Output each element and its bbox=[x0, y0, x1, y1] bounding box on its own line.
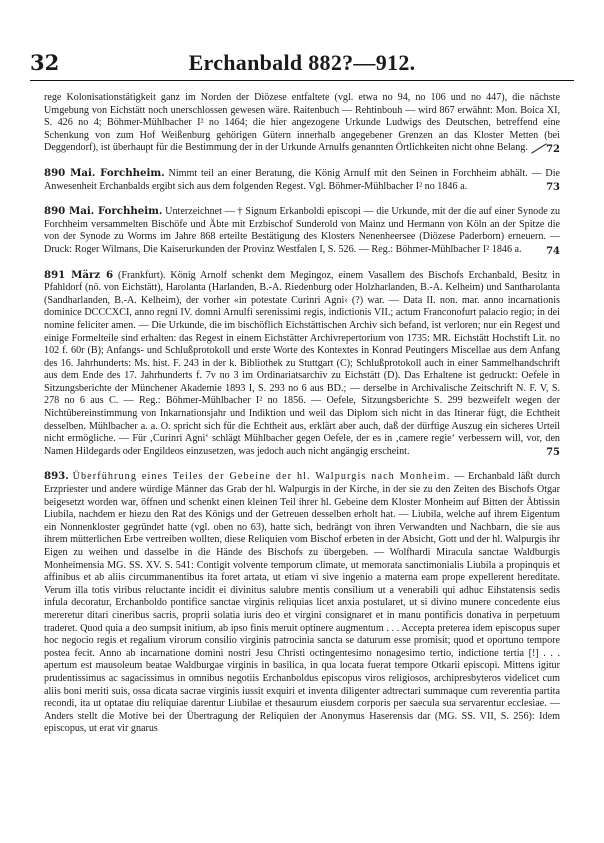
regest-entry-74 bbox=[44, 205, 560, 256]
regest-heading: 890 Mai. Forchheim. bbox=[44, 166, 165, 179]
regest-entry-73 bbox=[44, 167, 560, 193]
regest-entry-76 bbox=[44, 470, 560, 735]
page-number: 32 bbox=[30, 50, 60, 75]
running-head: Erchanbald 882?—912. bbox=[188, 50, 416, 75]
regest-entry-72 bbox=[44, 92, 560, 155]
regest-number: 72 bbox=[546, 143, 560, 155]
regest-number: 73 bbox=[546, 182, 560, 194]
regest-body: Nimmt teil an einer Beratung, die König Arnulf mit den Seinen in Forchheim abhält. — Die Anwesenheit Erchanbalds ergibt sich aus dem folgenden Regest. Vgl. Böhmer-Mühlbacher I² no 1846 a. bbox=[44, 167, 561, 192]
regest-number: 74 bbox=[546, 245, 560, 257]
regest-title: Überführung eines Teiles der Gebeine der hl. Walpurgis nach Monheim. bbox=[72, 471, 451, 483]
regest-number: 75 bbox=[546, 447, 560, 459]
regest-text bbox=[44, 205, 560, 256]
regest-heading: 890 Mai. Forchheim. bbox=[44, 205, 163, 218]
page-body bbox=[44, 92, 560, 835]
regest-body: — Erchanbald läßt durch Erzpriester und andere würdige Männer das Grab der hl. Walpurgis in der Kirche, in der sie zu den Zeiten des Bischofs Otgar beigesetzt worden war, öffnen und schenkt einen kleinen Teil ihrer hl. Gebeine dem Kloster Monheim auf Bitten der Äbtissin Liubila, nachdem er hiezu den Rat des Königs und der Getreuen desselben erholt hat. — Liubila, welche auf ihrem Eigentum ein Nonnenkloster gegründet hatte (vgl. oben no 63), hatte sich, bedrängt von ihren Verwandten und Nachbarn, die sie aus ihrem mütterlichen Erbe vertreiben wollten, diese Reliquien vom Bischof erbeten in der Absicht, Gott und der hl. Walpurgis ihr Eigen zu weihen und dasselbe in die Hände des Bischofs zu übergeben. — Wolfhardi Miracula sanctae Waldburgis Monheimensia MG. SS. XV. S. 541: Contigit volvente temporum climate, ut memorata sanctimonialis Liubila a propinquis et affinibus et ab aliis circummanentibus ita foret artata, ut etiam vi sive ingenio a materna eam prope expellerent hereditate. Verum illa totis viribus reluctante incidit ei divinitus salubre mentis consilium ut a venerabili qui adhuc Eihstatensis sedis infula decoratur, Erchanboldo pontifice sanctae virginis reliquias licet anxia postularet, ut si divino munere concedente eius mereretur ditari cineribus sacris, proprii solatia iuris deo et virgini consignaret et in manu pontificis donativa in perpetuum traderet. Quod quia a deo sumpsit initium, ab ipso finis meruit optinere augmentum . . . Accepta preterea idem episcopus super hoc negocio regis et regalium virorum consilio virginis patrocinia sancta se daturum esse promisit; quod et oportuno tempore postea fecit. Anno ab incarnatione domini nostri Jesu Christi octingentesimo nonagesimo tertio, indictione tertia [!] . . . apertum est mausoleum beatae Waldburgae virginis in basilica, in qua locata fuerat tempore Otkarii episcopi. Mittens igitur prudentissimus ac sagacissimus in omnibus negotiis Erchanboldus episcopus viros religiosos, archipresbyteros videlicet cum aliis boni meriti suis, ossa dicata sacrae virginis iussit exquiri et inventa diligenter adtrectari summaque cum reverentia partita recondi, ita ut optatae diu reliquiae darentur Liubilae et thesaurum eiusdem corporis per saecula sua servarentur ecclesiae. — Anders stellt die Motive bei der Übertragung der Reliquien der Anonymus Haserensis dar (MG. SS. VII, S. 256): Idem episcopus, ut erat vir gnarus bbox=[44, 471, 561, 735]
slash-mark bbox=[528, 143, 546, 153]
regest-body: (Frankfurt). König Arnolf schenkt dem Megingoz, einem Vasallem des Bischofs Erchanbald, Besitz in Pfahldorf (nö. von Eichstätt), Harolanta (Harlanden, B.-A. Riedenburg oder Holzharlanden, B.-A. Kelheim) und Santharolanta (Sandharlanden, B.-A. Kelheim), der vorher «in potestate Curinri Agni‹ (?) war. — Data II. non. mar. anno incarnationis dominice DCCCXCI, anno regni IV. domni Arnulfi serenissimi regis, indictionis VII.; actum Franconofurt palacio regio; in dei nomine feliciter amen. — Die Urkunde, die im bischöflich Eichstättischen Archiv sich befand, ist verloren; nur ein Regest und einige Formelteile sind erhalten: das Regest in einem Eichstätter Archivrepertorium von 1735: MR. Eichstätt Hochstift Lit. no 102 f. 60r (B); Anfangs- und Schlußprotokoll und erste Worte des Kontextes in Konrad Peutingers Miscellae aus dem Anfang des 16. Jahrhunderts: Ms. hist. F. 243 in der k. Bibliothek zu Stuttgart (C); Schlußprotokoll auch in einer Sammelhandschrift aus dem Ende des 17. Jahrhunderts f. 7v no 3 im Ordinariatsarchiv zu Eichstätt (D). Das Erhaltene ist gedruckt: Oefele in Sitzungsberichte der Münchener Akademie 1893 I, S. 293 no 6 aus BD.; — derselbe in Archivalische Zeitschrift N. F. V, S. 278 no 6 aus C. — Reg.: Böhmer-Mühlbacher I² no 1856. — Oefele, Sitzungsberichte S. 299 bezweifelt wegen der Nichtübereinstimmung von Inkarnationsjahr und Indiktion und weil das Diplom sich nicht in das Itinerar fügt, die Echtheit desselben. Mühlbacher a. a. O. spricht sich für die Echtheit aus, erklärt aber auch, daß der dürftige Auszug ein sicheres Urteil nicht ermögliche. — Für ‚Curinri Agni‘ schlägt Mühlbacher gegen Oefele, der es in ‚camere regie‘ verbessern will, vor, den Namen Hildegards oder Engildeos einzusetzen, was jedoch auch nicht angängig erscheint. bbox=[44, 269, 561, 457]
regest-heading: 893. bbox=[44, 470, 69, 483]
regest-entry-75 bbox=[44, 269, 560, 459]
regest-body: Unterzeichnet — † Signum Erkanboldi episcopi — die Urkunde, mit der die auf einer Synode zu Forchheim versammelten Bischöfe und Äbte mit Erzbischof Sunderold von Mainz und Hermann von Köln an der Spitze die von der Synode zu Worms im Jahre 868 erteilte Bestätigung des Klosters Nenenheersee (Diözese Paderborn) erneuern. — Druck: Roger Wilmans, Die Kaiserurkunden der Provinz Westfalen I, S. 526. — Reg.: Böhmer-Mühlbacher I² 1846 a. bbox=[44, 206, 561, 255]
page-header bbox=[30, 50, 574, 76]
regest-text bbox=[44, 92, 560, 155]
regest-body: rege Kolonisationstätigkeit ganz im Norden der Diözese entfaltete (vgl. etwa no 94, no 106 und no 447), die nächste Umgebung von Eichstätt noch unerschlossen gewesen wäre. Raitenbuch — Rehtinbouh — wird 867 erwähnt: Mon. Boica XI, S. 426 no 4; Böhmer-Mühlbacher I² no 1464; die hier angezogene Urkunde Ludwigs des Deutschen, betreffend eine Schenkung von zum Hof Weißenburg gehörigen Gütern innerhalb angegebener Grenzen an das Kloster Metten (bei Deggendorf), ist überhaupt für die Bestimmung der in der Urkunde Arnulfs genannten Örtlichkeiten nicht ohne Belang. bbox=[44, 92, 560, 154]
header-rule bbox=[30, 80, 574, 81]
regest-text bbox=[44, 470, 560, 735]
regest-text bbox=[44, 269, 560, 459]
regest-heading: 891 März 6 bbox=[44, 268, 114, 281]
